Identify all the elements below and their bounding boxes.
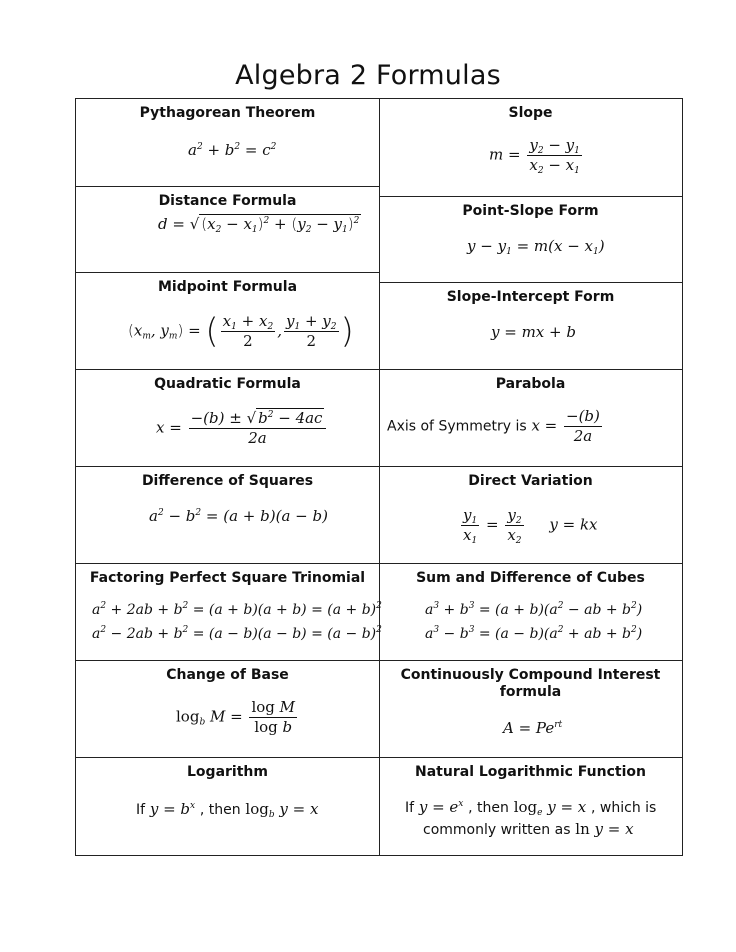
left-column (76, 99, 380, 855)
logarithm-heading: Logarithm (187, 764, 268, 780)
natural-log-cell (379, 758, 682, 855)
point-slope-cell (379, 197, 682, 283)
parabola-heading: Parabola (495, 376, 566, 392)
slope-cell (379, 99, 682, 197)
change-base-formula: $\log_b M$ = $\frac{\text{log M}}{\text{log b}}$ (176, 698, 296, 736)
parabola-prefix: Axis of Symmetry is (387, 418, 527, 435)
natural-log-commonly: commonly written as (423, 822, 571, 838)
cubes-cell (379, 564, 682, 661)
logarithm-formula: If $y = b^x$ , then $\log_b y = x$ (136, 800, 319, 820)
slope-heading: Slope (508, 105, 553, 121)
diff-squares-formula: $a^2 - b^2 = (a + b)(a - b)$ (149, 507, 328, 525)
perfect-square-heading: Factoring Perfect Square Trinomial (89, 570, 366, 586)
direct-variation-cell (379, 467, 682, 564)
pythagorean-heading: Pythagorean Theorem (139, 105, 316, 121)
distance-cell (76, 187, 379, 273)
distance-heading: Distance Formula (158, 193, 297, 209)
logarithm-cell (76, 758, 379, 855)
natural-log-if: If (405, 800, 415, 816)
compound-interest-heading: Continuously Compound Interest formula (400, 667, 661, 700)
diff-cubes-formula: $a^3 - b^3 = (a - b)(a^2$ + ab + $b^2$) (425, 625, 643, 642)
compound-interest-cell (379, 661, 682, 758)
slope-intercept-formula: y = mx + b (491, 323, 576, 341)
formula-table (75, 98, 683, 856)
pythagorean-cell (76, 99, 379, 187)
point-slope-formula: $y - y_1 = m(x - x_1)$ (467, 237, 605, 257)
diff-squares-heading: Difference of Squares (141, 473, 314, 489)
right-column (379, 99, 682, 855)
perfect-square-minus-formula: $a^2 - 2ab + b^2 = (a - b)(a - b) = (a - b)^2$ (92, 625, 382, 642)
midpoint-formula: ($x_m$, $y_m$) = ( $\frac{x_1 + x_2}{2}$ , $\frac{y_1 + y_2}{2}$ ) (128, 311, 354, 352)
natural-log-then: , then (468, 800, 509, 816)
midpoint-cell (76, 273, 379, 370)
change-base-heading: Change of Base (166, 667, 289, 683)
perfect-square-cell (76, 564, 382, 661)
slope-intercept-cell (379, 283, 682, 370)
distance-formula: d = √ $(x_2 - x_1)^2 + (y_2 - y_1)^2$ (158, 215, 360, 235)
change-base-cell (76, 661, 379, 758)
compound-interest-formula: $A = Pe^{rt}$ (503, 719, 563, 737)
quadratic-formula: x = $\frac{-(b) \pm √ b^2 - 4ac}{2a}$ (156, 410, 328, 447)
natural-log-heading: Natural Logarithmic Function (415, 764, 646, 780)
diff-squares-cell (76, 467, 379, 564)
cubes-heading: Sum and Difference of Cubes (416, 570, 645, 586)
pythagorean-formula: $a^2 + b^2 = c^2$ (188, 141, 277, 159)
perfect-square-plus-formula: $a^2 + 2ab + b^2 = (a + b)(a + b) = (a + b)^2$ (92, 601, 382, 618)
midpoint-heading: Midpoint Formula (157, 279, 298, 295)
parabola-formula: Axis of Symmetry is x = $\frac{-(b)}{2a}$ (387, 407, 600, 445)
logarithm-then: , then (199, 802, 241, 818)
quadratic-heading: Quadratic Formula (154, 376, 301, 392)
parabola-cell (379, 370, 682, 467)
quadratic-cell (76, 370, 379, 467)
natural-log-formula-line2: commonly written as ln y = x (423, 820, 634, 838)
natural-log-formula-line1: If $y = e^x$ , then $\log_e y = x$ , which is (405, 798, 657, 818)
point-slope-heading: Point-Slope Form (462, 203, 599, 219)
sum-cubes-formula: $a^3 + b^3 = (a + b)(a^2$ − ab + $b^2$) (425, 601, 643, 618)
direct-variation-heading: Direct Variation (468, 473, 593, 489)
page-title: Algebra 2 Formulas (235, 60, 501, 91)
slope-intercept-heading: Slope-Intercept Form (446, 289, 615, 305)
direct-variation-formula: $\frac{y_1}{x_1}$ = $\frac{y_2}{x_2}$ y = kx (463, 506, 598, 546)
logarithm-if: If (136, 802, 146, 818)
slope-formula: m = $\frac{y_2 - y_1}{x_2 - x_1}$ (489, 136, 580, 176)
natural-log-which: , which is (591, 800, 657, 816)
